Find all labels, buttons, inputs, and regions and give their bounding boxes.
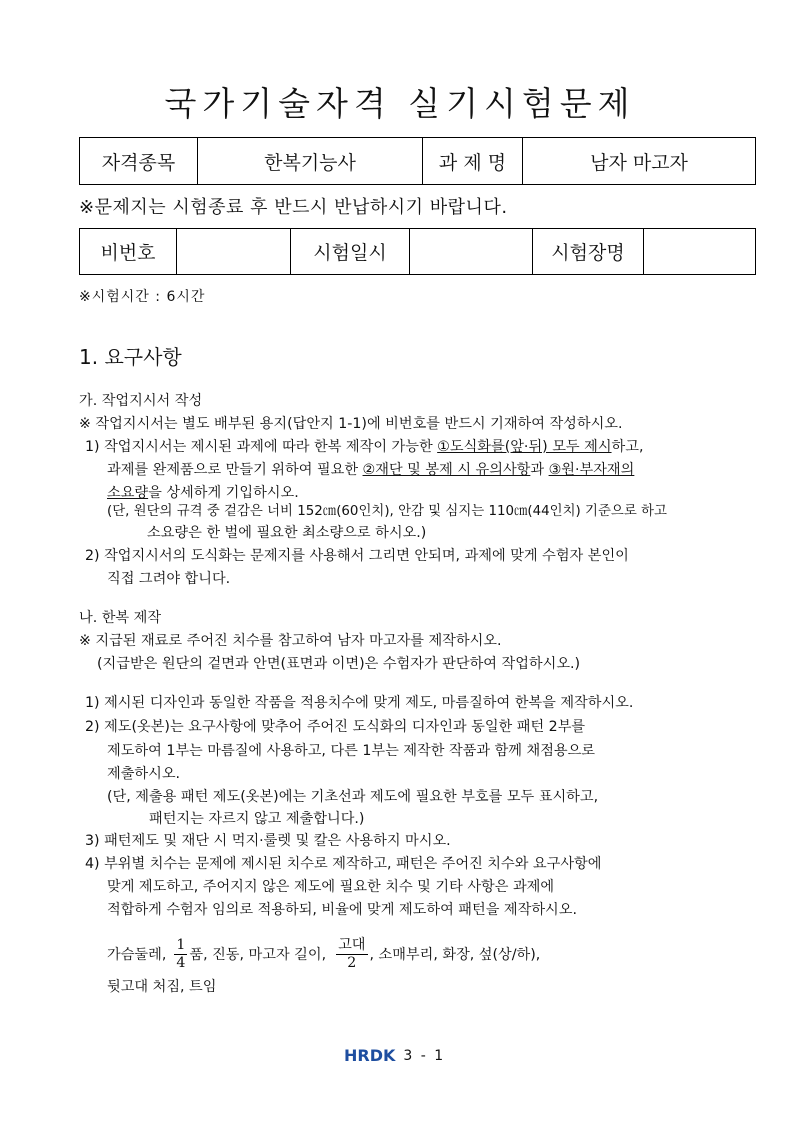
text: , 소매부리, 화장, 섶(상/하), (369, 947, 541, 963)
part-b-item-2: 2) 제도(옷본)는 요구사항에 맞추어 주어진 도식화의 디자인과 동일한 패턴 2부를 (85, 719, 586, 735)
exam-date-field (410, 229, 533, 275)
fraction-numerator: 고대 (338, 936, 366, 953)
text: 품, 진동, 마고자 길이, (189, 947, 327, 963)
part-a-note: ※ 작업지시서는 별도 배부된 용지(답안지 1-1)에 비번호를 반드시 기재하여 작성하시오. (79, 416, 623, 432)
value-task: 남자 마고자 (523, 138, 756, 185)
part-b-item-4: 4) 부위별 치수는 문제에 제시된 치수로 제작하고, 패턴은 주어진 치수와 요구사항에 (85, 856, 602, 872)
part-b-note-1: ※ 지급된 재료로 주어진 치수를 참고하여 남자 마고자를 제작하시오. (79, 633, 502, 649)
fraction-neck-half (336, 937, 367, 972)
part-b-item-2-cont: 제도하여 1부는 마름질에 사용하고, 다른 1부는 제작한 작품과 함께 채점용으로 (107, 743, 596, 759)
part-a-item-1 (85, 436, 643, 456)
page-number: 3 - 1 (403, 1047, 446, 1064)
hrdk-logo: HRDK (344, 1046, 396, 1065)
part-b-item-2-note: (단, 제출용 패턴 제도(옷본)에는 기초선과 제도에 필요한 부호를 모두 표시하고, (107, 789, 599, 805)
part-b-heading: 나. 한복 제작 (79, 610, 162, 626)
value-subject: 한복기능사 (198, 138, 423, 185)
text: 과 (530, 462, 549, 478)
part-a-item-1-note: (단, 원단의 규격 중 겉감은 너비 152㎝(60인치), 안감 및 심지는 110㎝(44인치) 기준으로 하고 (107, 504, 667, 519)
header-table (79, 137, 756, 185)
part-a-item-1-cont (107, 459, 634, 479)
fraction-denominator: 4 (176, 954, 186, 971)
part-b-item-3: 3) 패턴제도 및 재단 시 먹지·룰렛 및 칼은 사용하지 마시오. (85, 833, 451, 849)
underlined-text: ②재단 및 봉제 시 유의사항 (362, 462, 531, 478)
text: 하고, (611, 439, 644, 455)
fraction-one-quarter (174, 937, 187, 972)
fraction-denominator: 2 (347, 954, 357, 971)
text: 가슴둘레, (107, 947, 167, 963)
part-b-item-4-cont: 맞게 제도하고, 주어지지 않은 제도에 필요한 치수 및 기타 사항은 과제에 (107, 879, 555, 895)
part-b-item-2-cont2: 제출하시오. (107, 766, 181, 782)
part-a-item-2: 2) 작업지시서의 도식화는 문제지를 사용해서 그리면 안되며, 과제에 맞게 수험자 본인이 (85, 548, 629, 564)
fraction-numerator: 1 (176, 936, 186, 953)
part-b-note-2: (지급받은 원단의 겉면과 안면(표면과 이면)은 수험자가 판단하여 작업하시오.) (97, 656, 581, 672)
underlined-text: ③원·부자재의 (548, 462, 635, 478)
part-a-item-1-cont2 (107, 482, 299, 502)
measurement-list-cont: 뒷고대 처짐, 트임 (107, 979, 217, 995)
underlined-text: 소요량 (107, 485, 149, 501)
exam-site-field (644, 229, 756, 275)
part-a-item-2-cont: 직접 그려야 합니다. (107, 571, 231, 587)
id-table (79, 228, 756, 275)
label-exam-site: 시험장명 (533, 229, 644, 275)
text: 과제를 완제품으로 만들기 위하여 필요한 (107, 462, 363, 478)
part-b-item-4-cont2: 적합하게 수험자 임의로 적용하되, 비율에 맞게 제도하여 패턴을 제작하시오. (107, 902, 577, 918)
part-b-item-1: 1) 제시된 디자인과 동일한 작품을 적용치수에 맞게 제도, 마름질하여 한복을 제작하시오. (85, 695, 634, 711)
label-exam-date: 시험일시 (291, 229, 410, 275)
text: 을 상세하게 기입하시오. (148, 485, 299, 501)
return-notice: ※문제지는 시험종료 후 반드시 반납하시기 바랍니다. (79, 197, 508, 218)
exam-time: ※시험시간 : 6시간 (79, 289, 206, 305)
part-a-item-1-note-cont: 소요량은 한 벌에 필요한 최소량으로 하시오.) (147, 525, 427, 541)
measurement-list (107, 934, 540, 974)
text: 1) 작업지시서는 제시된 과제에 따라 한복 제작이 가능한 (85, 439, 438, 455)
section-heading: 1. 요구사항 (79, 345, 182, 369)
part-a-heading: 가. 작업지시서 작성 (79, 393, 203, 409)
part-b-item-2-note-cont: 패턴지는 자르지 않고 제출합니다.) (149, 811, 365, 827)
candidate-number-field (177, 229, 291, 275)
footer (344, 1046, 445, 1065)
underlined-text: ①도식화를(앞·뒤) 모두 제시 (437, 439, 612, 455)
page-title: 국가기술자격 실기시험문제 (164, 84, 636, 123)
label-subject: 자격종목 (80, 138, 198, 185)
label-task: 과 제 명 (423, 138, 523, 185)
label-candidate-number: 비번호 (80, 229, 177, 275)
